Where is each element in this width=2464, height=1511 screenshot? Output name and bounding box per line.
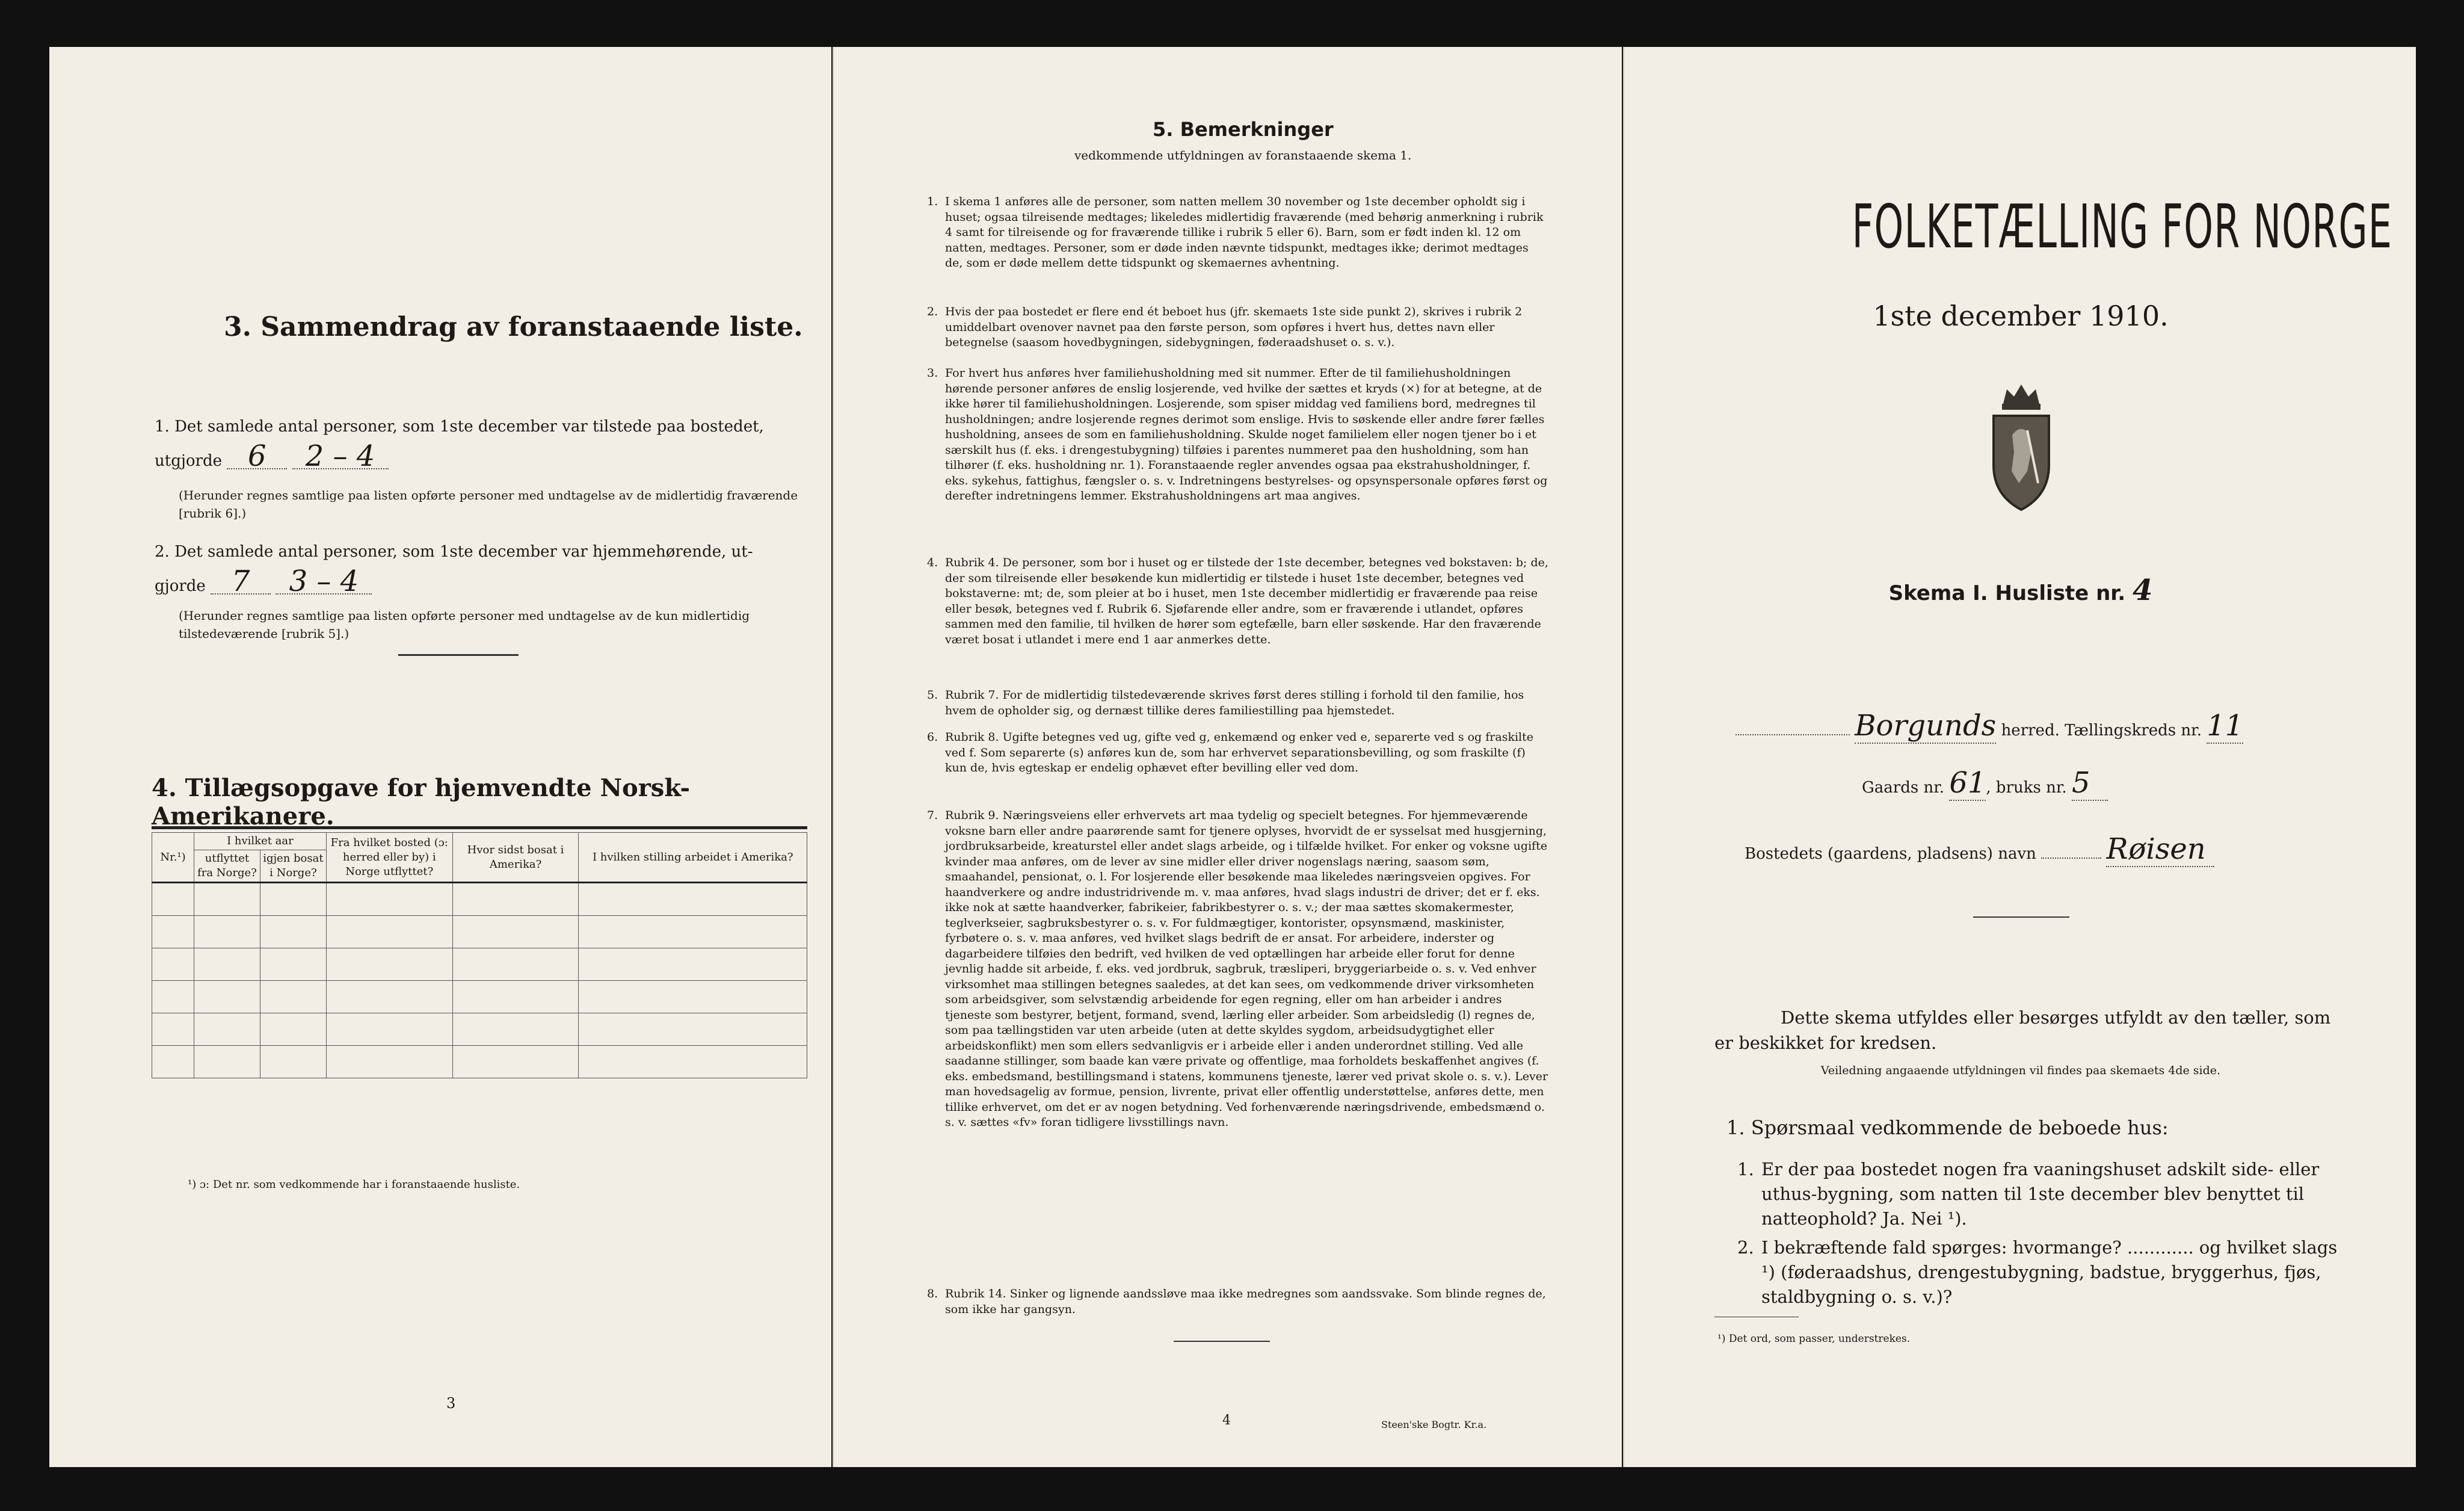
handwritten-kreds: 11 xyxy=(2207,709,2244,743)
page-number: 4 xyxy=(1222,1413,1231,1428)
table-row xyxy=(152,948,807,981)
remark-7: 7. Rubrik 9. Næringsveiens eller erhvervets art maa tydelig og specielt betegnes. For hjemmeværende voksne barn eller andre paarørende samt for tjenere oplyses, hvorvidt de er sysselsat med husgjerning, jordbruksarbeide, kreaturstel eller andet slags arbeide, og i tilfælde hvilket. For enker og voksne ugifte kvinder maa anføres, om de lever av sine midler eller driver nogenslags næring, saasom søm, smaahandel, pensionat, o. l. For losjerende eller besøkende maa likeledes næringsveien opgives. For haandverkere og andre industridrivende m. v. maa anføres, hvad slags industri de driver; det er f. eks. ikke nok at sætte haandverker, fabrikeier, fabrikbestyrer o. s. v.; der maa sættes skomakermester, teglverkseier, sagbruksbestyrer o. s. v. For fuldmægtiger, kontorister, opsynsmænd, maskinister, fyrbøtere o. s. v. maa anføres, ved hvilket slags bedrift de er ansat. For arbeidere, inderster og dagarbeidere tilføies den bedrift, ved hvilken de ved optællingen har arbeide eller forut for denne jevnlig hadde sit arbeide, f. eks. ved jordbruk, sagbruk, træsliperi, bryggeriarbeide o. s. v. Ved enhver virksomhet maa stillingen betegnes saaledes, at det kan sees, om vedkommende driver virksomheten som arbeidsgiver, som selvstændig arbeidende for egen regning, eller om han arbeider i andres tjeneste som bestyrer, betjent, formand, svend, lærling eller arbeider. Som arbeidsledig (l) regnes de, som paa tællingstiden var uten arbeide (uten at dette skyldes sygdom, arbeidsudygtighet eller arbeidskonflikt) men som ellers sedvanligvis er i arbeide eller i anden underordnet stilling. Ved alle saadanne stillinger, som baade kan være private og offentlige, maa forholdets beskaffenhet angives (f. eks. embedsmand, bestillingsmand i statens, kommunens tjeneste, lærer ved privat skole o. s. v.). Lever man hovedsagelig av formue, pension, livrente, privat eller offentlig understøttelse, anføres dette, men tillike erhvervet, om det er av nogen betydning. Ved forhenværende næringsdrivende, embedsmænd o. s. v. sættes «fv» foran tidligere livsstillings navn. xyxy=(927,809,1548,1129)
utgjorde-label-1: utgjorde xyxy=(155,452,223,470)
table-row xyxy=(152,981,807,1013)
col-last-america: Hvor sidst bosat i Amerika? xyxy=(452,833,579,883)
section-5-heading: 5. Bemerkninger xyxy=(1153,118,1334,141)
herred-line xyxy=(1736,709,2243,744)
printer-imprint: Steen'ske Bogtr. Kr.a. xyxy=(1381,1419,1487,1430)
summary-item-1-text: 1. Det samlede antal personer, som 1ste december var tilstede paa bostedet, xyxy=(155,418,764,436)
utgjorde-label-2: gjorde xyxy=(155,577,206,595)
ornament-divider xyxy=(1973,916,2069,918)
gaards-label: Gaards nr. xyxy=(1862,779,1945,797)
col-emigrated: utflyttet fra Norge? xyxy=(194,850,260,883)
skema-line xyxy=(1624,573,2416,607)
handwritten-resident-count: 7 xyxy=(211,569,271,595)
handwritten-bosted: Røisen xyxy=(2106,832,2214,867)
section-5-subheading: vedkommende utfyldningen av foranstaaende skema 1. xyxy=(1074,148,1412,162)
skema-label: Skema I. Husliste nr. xyxy=(1888,581,2126,605)
kreds-label: Tællingskreds nr. xyxy=(2065,722,2202,740)
herred-label: herred. xyxy=(2001,722,2060,740)
bosted-line xyxy=(1745,832,2214,867)
divider-rule xyxy=(398,654,519,656)
remark-6: 6. Rubrik 8. Ugifte betegnes ved ug, gifte ved g, enkemænd og enker ved e, separerte ved s og fraskilte ved f. Som separerte (s) anføres kun de, som har erhvervet separationsbevilling, og som fraskilte (f) kun de, hvis egteskap er endelig ophævet efter bevilling eller ved dom. xyxy=(927,731,1533,774)
handwritten-husliste-nr: 4 xyxy=(2132,573,2153,607)
table-row xyxy=(152,916,807,948)
norsk-amerikanere-table xyxy=(152,832,807,1078)
remark-8: 8. Rubrik 14. Sinker og lignende aandssløve maa ikke medregnes som aandssvake. Som blinde regnes de, som ikke har gangsyn. xyxy=(927,1287,1546,1316)
col-from-place: Fra hvilket bosted (ɔ: herred eller by) i Norge utflyttet? xyxy=(326,833,452,883)
fill-instruction: Dette skema utfyldes eller besørges utfyldt av den tæller, som er beskikket for kredsen. xyxy=(1714,1007,2331,1053)
col-nr: Nr.¹) xyxy=(152,833,194,883)
veiledning-note: Veiledning angaaende utfyldningen vil findes paa skemaets 4de side. xyxy=(1820,1064,2221,1077)
table-row xyxy=(152,1046,807,1078)
question-2: 2. I bekræftende fald spørges: hvormange? ............ og hvilket slags ¹) (føderaadshus, drengestubygning, badstue, bryggerhus, fjøs, staldbygning o. s. v.)? xyxy=(1737,1237,2338,1307)
gaards-line xyxy=(1862,766,2108,801)
handwritten-present-count: 6 xyxy=(227,444,287,469)
summary-item-1 xyxy=(155,415,804,472)
cover-page xyxy=(1623,47,2416,1467)
page-3 xyxy=(49,47,831,1467)
table-row xyxy=(152,1013,807,1046)
page-number: 3 xyxy=(446,1395,456,1412)
table-footnote: ¹) ɔ: Det nr. som vedkommende har i foranstaaende husliste. xyxy=(188,1178,520,1191)
bruks-label: , bruks nr. xyxy=(1986,779,2067,797)
heading-underline xyxy=(152,826,807,829)
handwritten-gaards: 61 xyxy=(1949,766,1986,800)
coat-of-arms-icon xyxy=(1985,381,2057,516)
census-date: 1ste december 1910. xyxy=(1873,300,2169,332)
remark-2: 2. Hvis der paa bostedet er flere end ét beboet hus (jfr. skemaets 1ste side punkt 2), skrives i rubrik 2 umiddelbart ovenover navnet paa den første person, som opføres i hvert hus, dettes navn eller betegnelse (saasom hovedbygningen, sidebygningen, føderaadshuset o. s. v.). xyxy=(927,305,1523,349)
handwritten-present-split: 2 – 4 xyxy=(292,444,389,469)
col-returned: igjen bosat i Norge? xyxy=(260,850,326,883)
table-row xyxy=(152,883,807,916)
page-footnote: ¹) Det ord, som passer, understrekes. xyxy=(1717,1333,1911,1345)
summary-item-2-text: 2. Det samlede antal personer, som 1ste december var hjemmehørende, ut- xyxy=(155,543,753,561)
remark-3: 3. For hvert hus anføres hver familiehusholdning med sit nummer. Efter de til familiehusholdningen hørende personer anføres de enslig losjerende, ved hvilke der sættes et kryds (×) for at betegne, at de ikke hører til familiehusholdningen. Losjerende, som spiser middag ved familiens bord, medregnes til husholdningen; andre losjerende regnes derimot som enslige. Hvis to søskende eller andre fører fælles husholdning, ansees de som en familiehusholdning. Skulde noget familielem eller nogen tjener bo i et særskilt hus (f. eks. i drengestubygning) tilføies i parentes nummeret paa den husholdning, som han tilhører (f. eks. husholdning nr. 1). Foranstaaende regler anvendes ogsaa paa ekstrahusholdninger, f. eks. sykehus, fattighus, fængsler o. s. v. Indretningens bestyrelses- og opsynspersonale opføres først og derefter indretningens lemmer. Ekstrahusholdningens art maa angives. xyxy=(927,366,1548,502)
handwritten-bruks: 5 xyxy=(2072,766,2108,801)
summary-item-1-note: (Herunder regnes samtlige paa listen opførte personer med undtagelse av de midlertidig fraværende [rubrik 6].) xyxy=(179,488,798,521)
section-4-heading: 4. Tillægsopgave for hjemvendte Norsk-Amerikanere. xyxy=(152,774,691,830)
remark-1: 1. I skema 1 anføres alle de personer, som natten mellem 30 november og 1ste december opholdt sig i huset; ogsaa tilreisende medtages; likeledes midlertidig fraværende (med behørig anmerkning i rubrik 4 samt for tilreisende og for fraværende tillike i rubrik 5 eller 6). Barn, som er født inden kl. 12 om natten, medtages. Personer, som er døde inden nævnte tidspunkt, medtages ikke; derimot medtages de, som er døde mellem dette tidspunkt og skemaernes avhentning. xyxy=(927,195,1544,270)
divider-rule xyxy=(1174,1341,1270,1342)
summary-item-2-note: (Herunder regnes samtlige paa listen opførte personer med undtagelse av de kun midlertidig tilstedeværende [rubrik 5].) xyxy=(179,608,750,641)
bosted-label: Bostedets (gaardens, pladsens) navn xyxy=(1745,845,2036,863)
col-position-america: I hvilken stilling arbeidet i Amerika? xyxy=(579,833,807,883)
col-group-year: I hvilket aar xyxy=(194,833,326,850)
section-3-heading: 3. Sammendrag av foranstaaende liste. xyxy=(224,312,803,342)
remark-4: 4. Rubrik 4. De personer, som bor i huset og er tilstede der 1ste december, betegnes ved bokstaven: b; de, der som tilreisende eller besøkende kun midlertidig er tilstede i huset 1ste december, betegnes ved bokstaverne: mt; de, som pleier at bo i huset, men 1ste december midlertidig er fraværende paa reise eller besøk, betegnes ved f. Rubrik 6. Sjøfarende eller andre, som er fraværende i utlandet, opføres sammen med den familie, til hvilken de hører som egtefælle, barn eller søskende. Har den fraværende været bosat i utlandet i mere end 1 aar anmerkes dette. xyxy=(927,556,1548,646)
page-4 xyxy=(833,47,1622,1467)
questions-heading: 1. Spørsmaal vedkommende de beboede hus: xyxy=(1726,1116,2169,1139)
remark-5: 5. Rubrik 7. For de midlertidig tilstedeværende skrives først deres stilling i forhold til den familie, hos hvem de opholder sig, og dernæst tillike deres familiestilling paa hjemstedet. xyxy=(927,688,1524,717)
census-title: FOLKETÆLLING FOR NORGE xyxy=(1852,191,2393,262)
question-1: 1. Er der paa bostedet nogen fra vaaningshuset adskilt side- eller uthus-bygning, som natten til 1ste december blev benyttet til natteophold? Ja. Nei ¹). xyxy=(1737,1159,2320,1229)
summary-item-2 xyxy=(155,540,804,598)
handwritten-herred: Borgunds xyxy=(1855,709,1997,743)
handwritten-resident-split: 3 – 4 xyxy=(276,569,372,595)
